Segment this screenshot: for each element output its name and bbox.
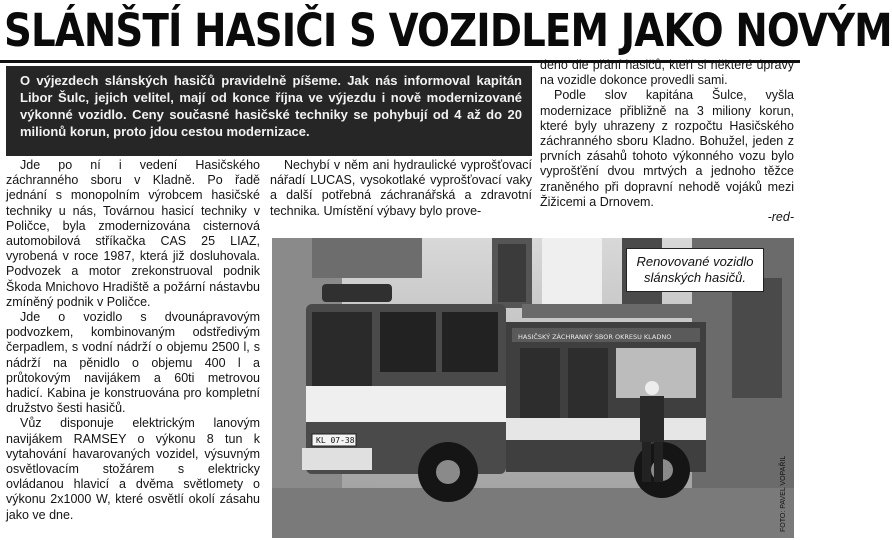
column1-paragraph-2: Jde o vozidlo s dvounápravovým podvozkem, kombinovaným odstředivým čerpadlem, s vodní nádrží o objemu 2500 l, s nádrží na pěnidlo o objemu 400 l a průtokovým navijákem a 60ti metrovou hadicí. Kabina je konstruována pro kompletní družstvo šesti hasičů.	[6, 310, 260, 416]
license-plate: KL 07-38	[316, 436, 355, 445]
column1-paragraph-1: Jde po ní i vedení Hasičského záchranného sboru v Kladně. Po řadě jednání s monopolním výrobcem hasičské techniky u nás, Továrnou hasicí techniky v Poličce, byla zmodernizována cisternová automobilová stříkačka CAS 25 LIAZ, vyrobená v roce 1987, která již dosluhovala. Podvozek a motor zrekonstruoval podnik Škoda Mnichovo Hradiště a požární nástavbu zmíněný podnik v Poličce.	[6, 158, 260, 309]
article-column-3	[540, 58, 794, 225]
column3-paragraph-2: Podle slov kapitána Šulce, vyšla modernizace přibližně na 3 miliony korun, které byly uhrazeny z rozpočtu Hasičského záchranného sboru Kladno. Bohužel, jeden z prvních zásahů tohoto výkonného vozu bylo vyprošťění dvou mrtvých a jednoho těžce zraněného při dopravní nehodě vojáků mezi Žižicemi a Drnovem.	[540, 88, 794, 209]
headline: SLÁNŠTÍ HASIČI S VOZIDLEM JAKO NOVÝM	[4, 4, 892, 57]
photo-credit: FOTO: PAVEL VOPAŘIL	[780, 455, 787, 533]
article-column-2	[270, 158, 532, 219]
author-signature: -red-	[767, 210, 794, 225]
column2-paragraph-1: Nechybí v něm ani hydraulické vyprošťovací nářadí LUCAS, vysokotlaké vyprošťovací vaky a další potřebná záchranářská a zdravotní technika. Umístění výbavy bylo prove-	[270, 158, 532, 218]
column3-paragraph-1: deno dle přání hasičů, kteří si některé úpravy na vozidle dokonce provedli sami.	[540, 58, 794, 88]
article-column-1	[6, 158, 260, 523]
vehicle-lettering: HASIČSKÝ ZÁCHRANNÝ SBOR OKRESU KLADNO	[518, 333, 672, 341]
photo-caption: Renovované vozidlo slánských hasičů.	[626, 248, 764, 292]
column1-paragraph-3: Vůz disponuje elektrickým lanovým navijákem RAMSEY o výkonu 8 tun k vytahování havarovaných vozidel, výsuvným osvětlovacím stožárem s elektricky ovládanou hlavicí a dvěma světlomety o výkonu 2x1000 W, které osvětlí okolí zásahu jako ve dne.	[6, 416, 260, 522]
lead-paragraph: O výjezdech slánských hasičů pravidelně píšeme. Jak nás informoval kapitán Libor Šulc, jejich velitel, mají od konce října ve výjezdu i nově modernizované výkonné vozidlo. Ceny současné hasičské techniky se pohybují od 4 až do 20 milionů korun, proto jdou cestou modernizace.	[6, 66, 532, 156]
